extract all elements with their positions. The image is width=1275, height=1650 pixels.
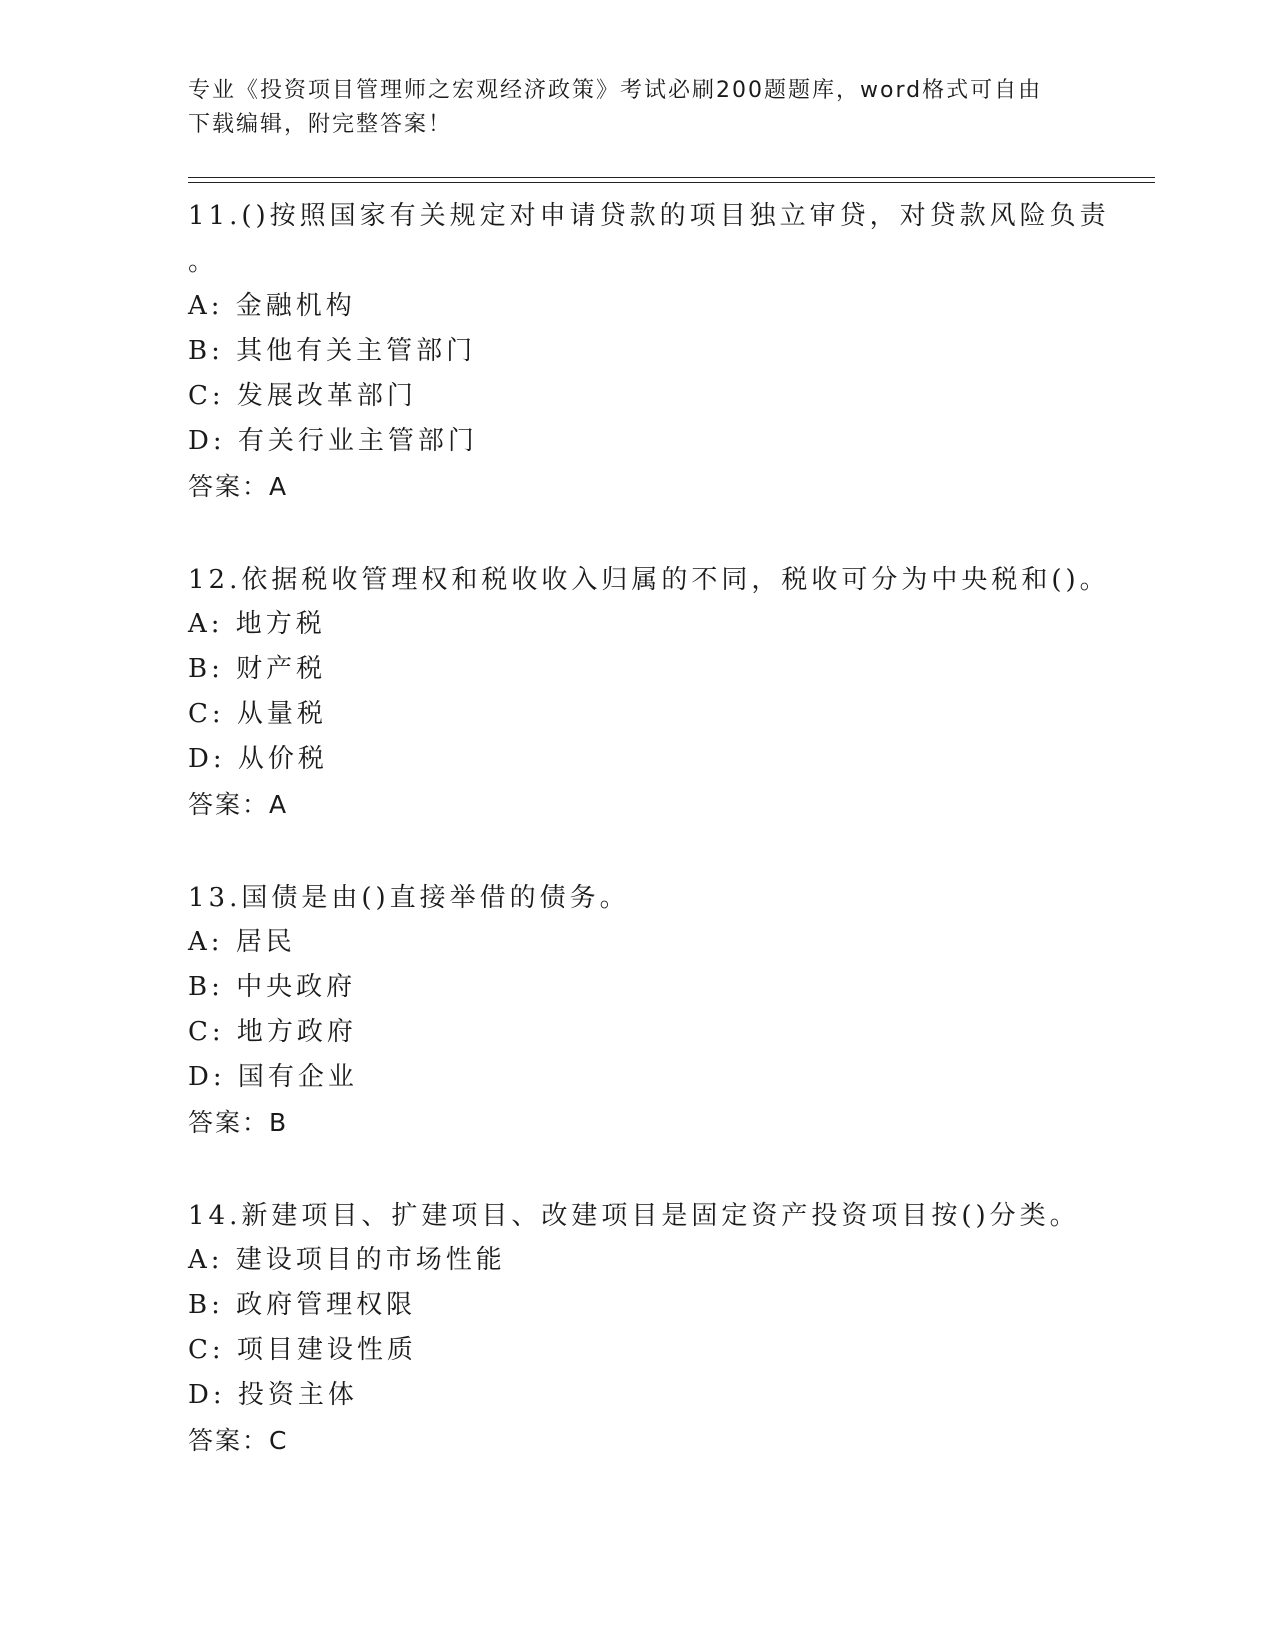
header-line-1: 专业《投资项目管理师之宏观经济政策》考试必刷200题题库，word格式可自由 [188, 78, 1043, 103]
question-14 [188, 1192, 1148, 1463]
option-d: D: 从价税 [188, 744, 328, 774]
question-stem: 14.新建项目、扩建项目、改建项目是固定资产投资项目按()分类。 [188, 1201, 1080, 1231]
header-line-2: 下载编辑，附完整答案！ [188, 112, 453, 137]
answer-label: 答案：A [188, 790, 289, 819]
option-d: D: 投资主体 [188, 1380, 358, 1410]
question-13 [188, 874, 1148, 1145]
option-c: C: 地方政府 [188, 1017, 357, 1047]
option-d: D: 国有企业 [188, 1062, 358, 1092]
option-b: B: 政府管理权限 [188, 1290, 417, 1320]
answer-label: 答案：C [188, 1426, 289, 1455]
option-b: B: 中央政府 [188, 972, 357, 1002]
header-divider-bottom [188, 182, 1155, 183]
option-b: B: 财产税 [188, 654, 327, 684]
document-header [188, 74, 1088, 142]
spacer [188, 1145, 1148, 1192]
header-divider-top [188, 177, 1155, 178]
option-c: C: 发展改革部门 [188, 381, 417, 411]
option-c: C: 项目建设性质 [188, 1335, 417, 1365]
spacer [188, 827, 1148, 874]
question-stem: 13.国债是由()直接举借的债务。 [188, 883, 630, 913]
option-a: A: 金融机构 [188, 291, 356, 321]
question-list [188, 190, 1148, 1463]
question-12 [188, 556, 1148, 827]
question-11 [188, 190, 1148, 509]
option-c: C: 从量税 [188, 699, 327, 729]
answer-label: 答案：A [188, 472, 289, 501]
answer-label: 答案：B [188, 1108, 289, 1137]
option-a: A: 居民 [188, 927, 296, 957]
question-stem: 11.()按照国家有关规定对申请贷款的项目独立审贷，对贷款风险负责 [188, 201, 1110, 231]
option-d: D: 有关行业主管部门 [188, 426, 478, 456]
question-stem: 12.依据税收管理权和税收收入归属的不同，税收可分为中央税和()。 [188, 565, 1110, 595]
question-stem-continued: 。 [188, 247, 219, 277]
option-b: B: 其他有关主管部门 [188, 336, 477, 366]
spacer [188, 509, 1148, 556]
option-a: A: 地方税 [188, 609, 326, 639]
option-a: A: 建设项目的市场性能 [188, 1245, 506, 1275]
